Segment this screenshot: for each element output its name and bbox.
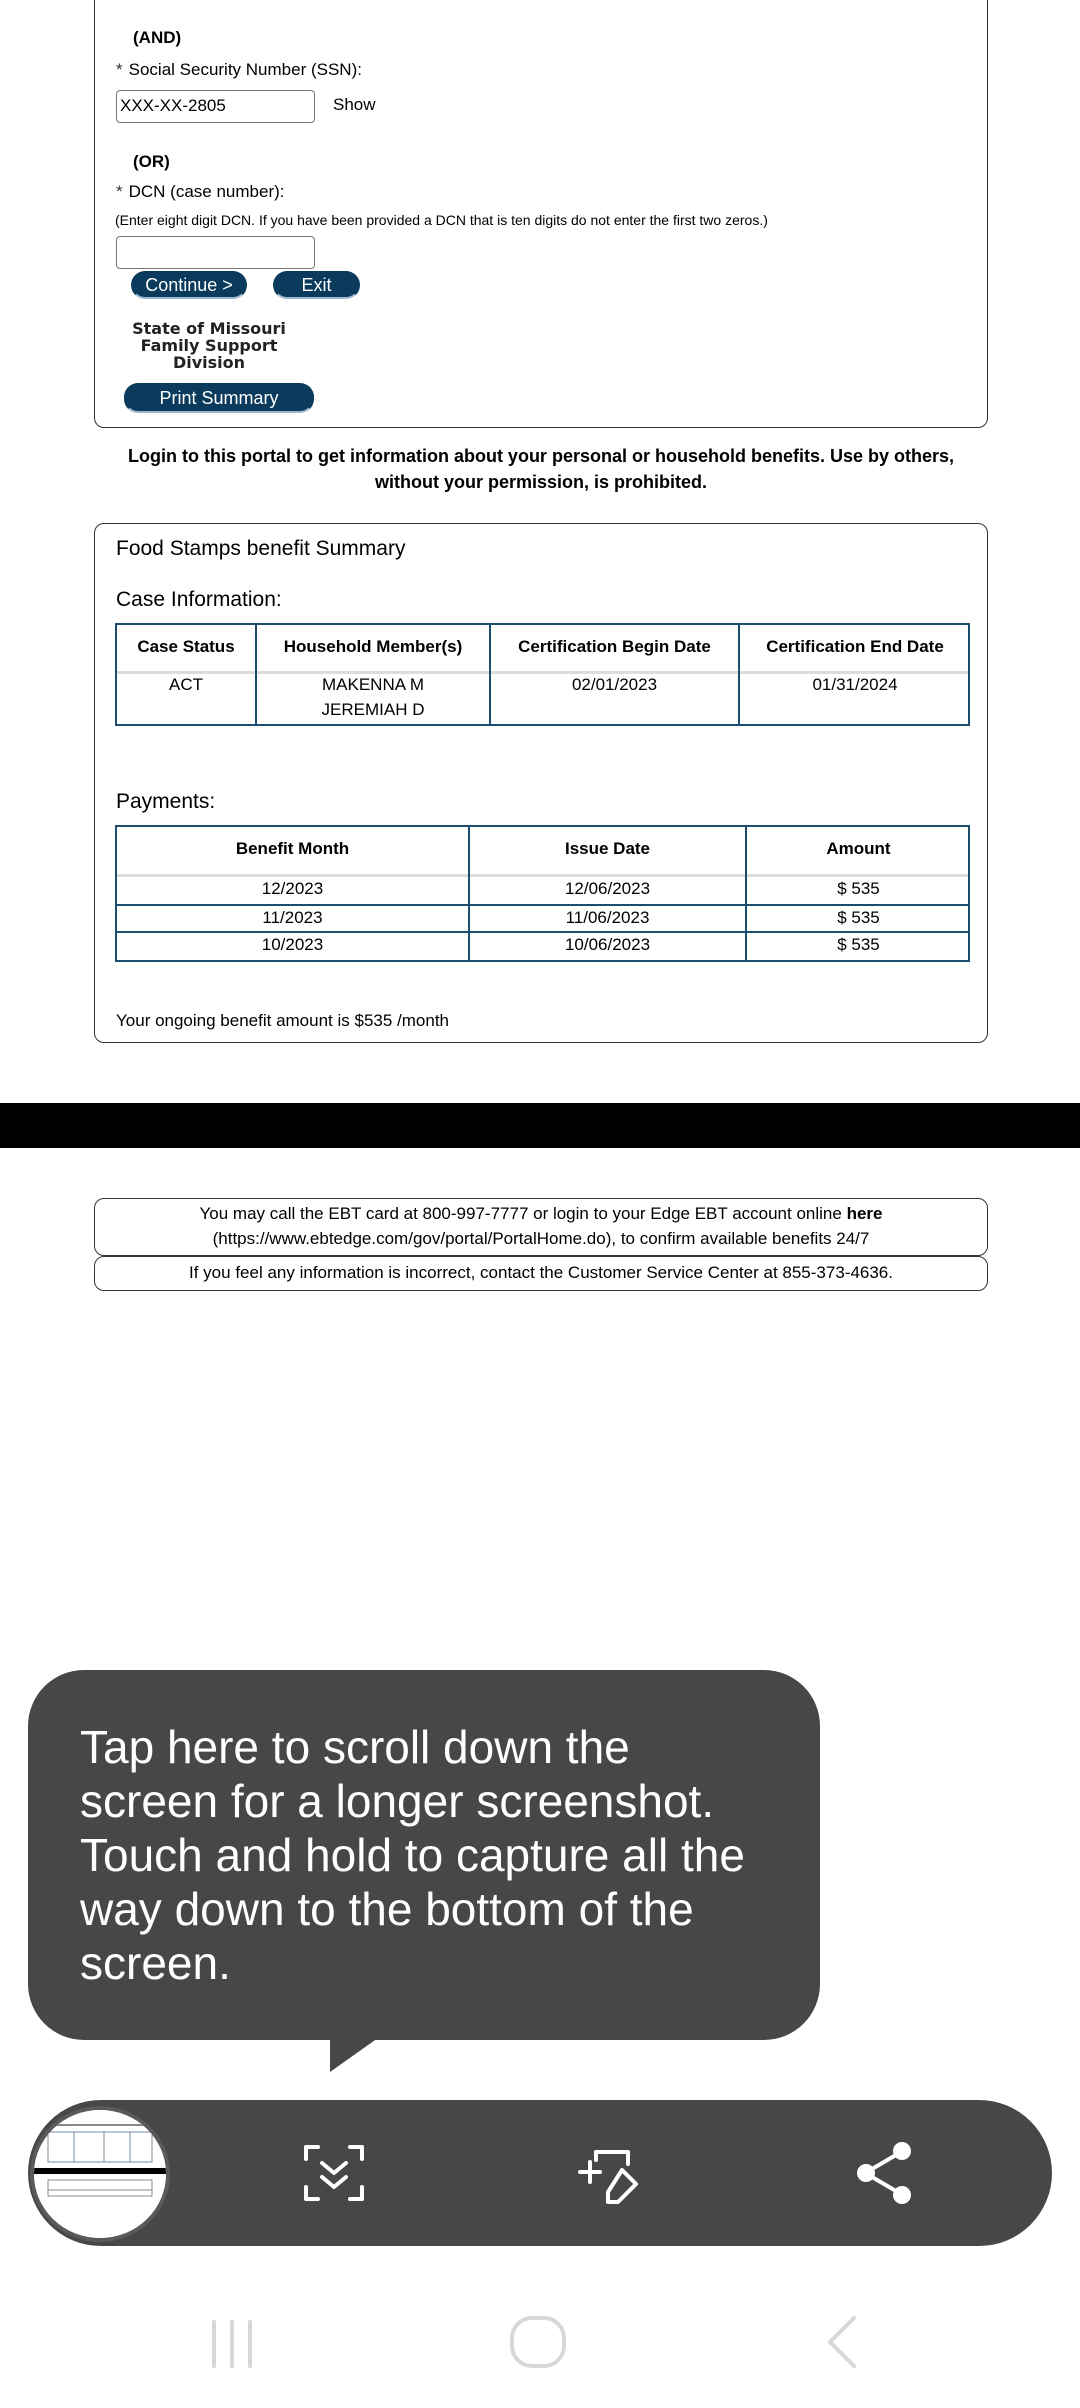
household-member: MAKENNA M: [321, 675, 425, 694]
col-cert-end: Certification End Date: [766, 637, 944, 656]
payments-heading: Payments:: [116, 790, 216, 813]
ebt-line-1-text: You may call the EBT card at 800-997-7777 or login to your Edge EBT account online: [199, 1204, 847, 1223]
ebt-line-2: (https://www.ebtedge.com/gov/portal/PortalHome.do), to confirm available benefits 24/7: [212, 1229, 870, 1248]
table-row-amount: $ 535: [837, 879, 880, 898]
table-row-issue: 10/06/2023: [564, 935, 651, 954]
contact-info-box: [94, 1256, 988, 1291]
ebt-here-link[interactable]: here: [846, 1204, 883, 1223]
dcn-input[interactable]: [116, 236, 315, 269]
missouri-fsd-logo: [118, 320, 300, 371]
col-benefit-month: Benefit Month: [235, 839, 350, 858]
continue-button[interactable]: Continue >: [131, 271, 247, 299]
login-notice: [94, 443, 988, 495]
col-cert-begin: Certification Begin Date: [518, 637, 711, 656]
share-icon[interactable]: [846, 2133, 926, 2213]
logo-line-2: Family Support Division: [140, 336, 278, 372]
table-row-month: 10/2023: [261, 935, 324, 954]
notice-line-1: Login to this portal to get information about your personal or household benefits. Use by others,: [127, 446, 955, 466]
case-info-heading: Case Information:: [116, 588, 282, 611]
cert-end-value: 01/31/2024: [812, 675, 898, 694]
and-label: (AND): [133, 28, 182, 47]
tooltip-tail: [330, 2038, 378, 2072]
print-summary-button[interactable]: Print Summary: [124, 383, 314, 413]
table-row-amount: $ 535: [837, 908, 880, 927]
case-info-table: [115, 623, 970, 726]
dcn-label: DCN (case number):: [128, 182, 285, 201]
summary-title: Food Stamps benefit Summary: [116, 537, 406, 560]
ssn-label-row: [116, 60, 362, 80]
payments-table: [115, 825, 970, 962]
contact-text: If you feel any information is incorrect, contact the Customer Service Center at 855-373-4636.: [189, 1263, 893, 1282]
table-row-month: 11/2023: [262, 908, 323, 927]
table-row-issue: 11/06/2023: [565, 908, 650, 927]
col-issue-date: Issue Date: [564, 839, 651, 858]
show-ssn-link[interactable]: Show: [333, 95, 376, 114]
thumbnail-preview-icon: [34, 2110, 166, 2238]
col-household-members: Household Member(s): [283, 637, 463, 656]
notice-line-2: without your permission, is prohibited.: [374, 472, 707, 492]
household-members-value: [257, 672, 489, 722]
dcn-hint: (Enter eight digit DCN. If you have been provided a DCN that is ten digits do not enter the first two zeros.): [115, 212, 768, 228]
ongoing-benefit-text: Your ongoing benefit amount is $535 /month: [116, 1011, 450, 1030]
required-asterisk: *: [116, 182, 123, 201]
required-asterisk: *: [116, 60, 123, 79]
col-case-status: Case Status: [137, 637, 235, 656]
or-label: (OR): [133, 152, 170, 171]
home-icon[interactable]: [506, 2312, 570, 2372]
table-row-amount: $ 535: [837, 935, 880, 954]
table-row-month: 12/2023: [261, 879, 324, 898]
exit-button[interactable]: Exit: [273, 271, 360, 299]
ebt-line-1: [95, 1201, 987, 1226]
table-row-issue: 12/06/2023: [564, 879, 651, 898]
ssn-label: Social Security Number (SSN):: [128, 60, 362, 79]
page-separator-band: [0, 1103, 1080, 1148]
cert-begin-value: 02/01/2023: [571, 675, 658, 694]
recent-apps-icon[interactable]: [202, 2316, 262, 2372]
ebt-info-box: [94, 1198, 988, 1256]
scroll-capture-tooltip[interactable]: Tap here to scroll down the screen for a longer screenshot. Touch and hold to capture all the way down to the bottom of the screen.: [28, 1670, 820, 2040]
case-status-value: ACT: [169, 675, 203, 694]
edit-crop-icon[interactable]: [570, 2130, 650, 2210]
ssn-input[interactable]: XXX-XX-2805: [116, 90, 315, 123]
back-icon[interactable]: [818, 2312, 868, 2372]
logo-line-1: State of Missouri: [132, 319, 286, 338]
col-amount: Amount: [826, 839, 891, 858]
dcn-label-row: [116, 182, 285, 202]
scroll-capture-icon[interactable]: [294, 2133, 374, 2213]
screenshot-thumbnail[interactable]: [30, 2106, 170, 2242]
household-member: JEREMIAH D: [321, 700, 425, 719]
